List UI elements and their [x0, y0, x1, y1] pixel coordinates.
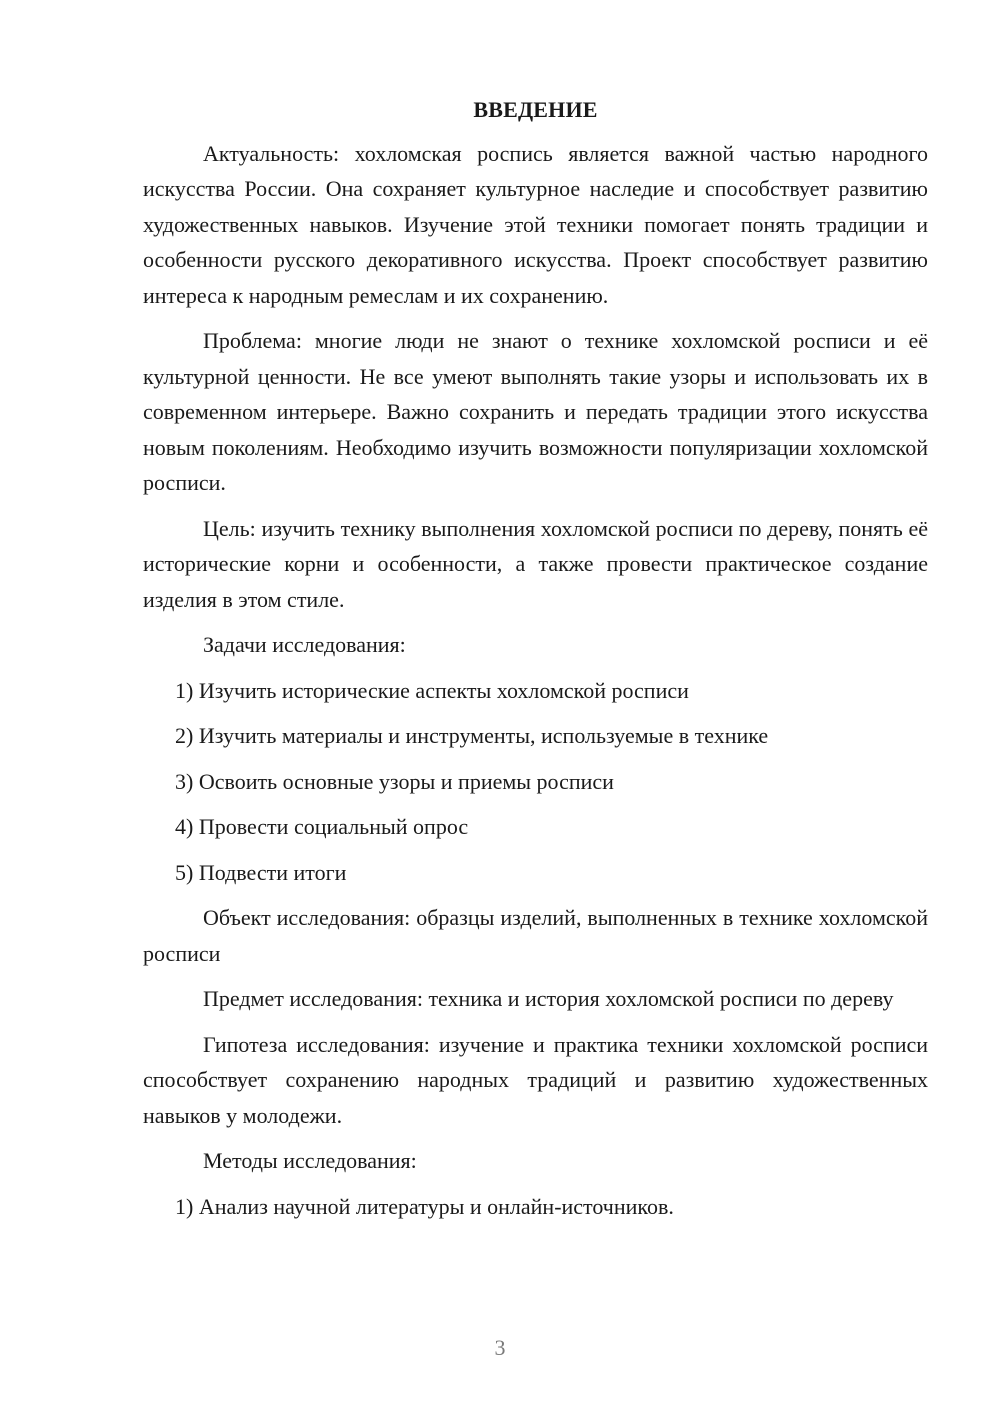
- problem-paragraph: Проблема: многие люди не знают о технике хохломской росписи и её культурной ценности. Не все умеют выполнять такие узоры и использовать их в современном интерьере. Важно сохранить и передать традиции этого искусства новым поколениям. Необходимо изучить возможности популяризации хохломской росписи.: [143, 328, 928, 495]
- relevance-paragraph: Актуальность: хохломская роспись является важной частью народного искусства России. Она сохраняет культурное наследие и способствует развитию художественных навыков. Изучение этой техники помогает понять традиции и особенности русского декоративного искусства. Проект способствует развитию интереса к народным ремеслам и их сохранению.: [143, 140, 928, 308]
- tasks-list: [143, 673, 928, 891]
- methods-list: [143, 1189, 928, 1225]
- page-number: 3: [494, 1335, 506, 1360]
- methods-heading: Методы исследования:: [203, 1148, 417, 1173]
- hypothesis-paragraph: Гипотеза исследования: изучение и практика техники хохломской росписи способствует сохранению народных традиций и развитию художественных навыков у молодежи.: [143, 1031, 928, 1128]
- subject-paragraph: Предмет исследования: техника и история хохломской росписи по дереву: [203, 986, 894, 1011]
- object-paragraph: Объект исследования: образцы изделий, выполненных в технике хохломской росписи: [143, 905, 928, 966]
- section-title: ВВЕДЕНИЕ: [473, 97, 598, 122]
- goal-paragraph: Цель: изучить технику выполнения хохломской росписи по дереву, понять её исторические корни и особенности, а также провести практическое создание изделия в этом стиле.: [143, 515, 928, 612]
- list-item: 1) Изучить исторические аспекты хохломской росписи: [175, 677, 689, 703]
- list-item: 3) Освоить основные узоры и приемы росписи: [175, 768, 614, 794]
- list-item: 1) Анализ научной литературы и онлайн-источников.: [175, 1193, 674, 1219]
- list-item: 2) Изучить материалы и инструменты, используемые в технике: [175, 723, 769, 748]
- list-item: 5) Подвести итоги: [175, 859, 347, 885]
- tasks-heading: Задачи исследования:: [203, 632, 406, 657]
- list-item: 4) Провести социальный опрос: [175, 814, 469, 839]
